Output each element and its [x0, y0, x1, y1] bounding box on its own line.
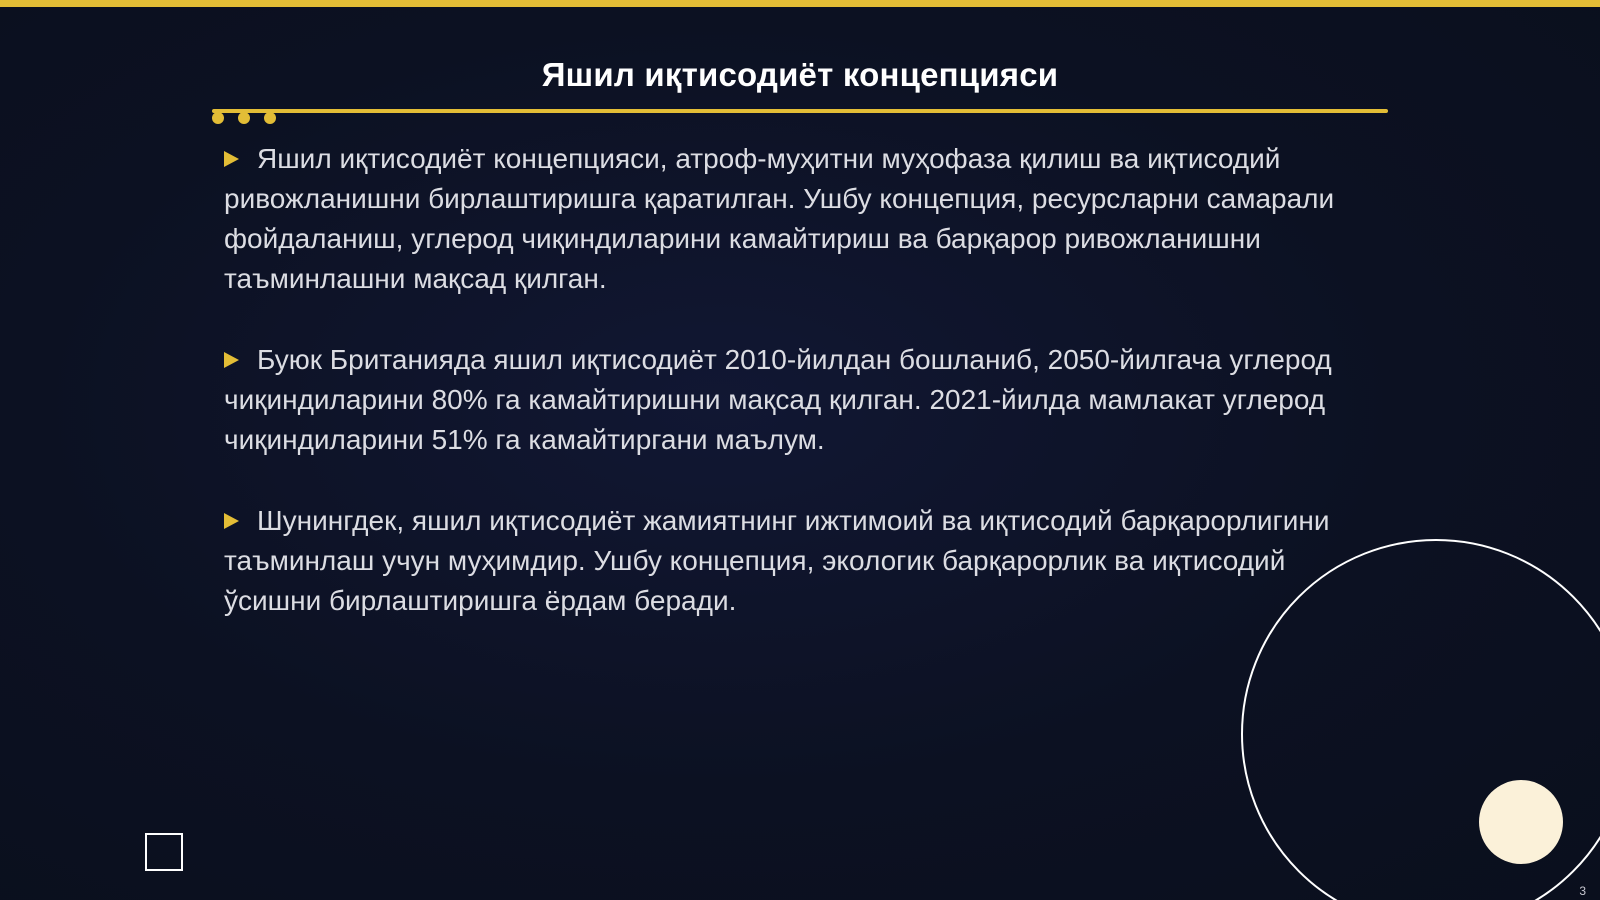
bullet-item	[224, 139, 1384, 299]
top-accent-bar	[0, 0, 1600, 7]
bullet-text: Буюк Британияда яшил иқтисодиёт 2010-йилдан бошланиб, 2050-йилгача углерод чиқиндиларини 80% га камайтиришни мақсад қилган. 2021-йилда мамлакат углерод чиқиндиларини 51% га камайтиргани маълум.	[224, 344, 1332, 455]
bullet-text: Шунингдек, яшил иқтисодиёт жамиятнинг ижтимоий ва иқтисодий барқарорлигини таъминлаш учун муҳимдир. Ушбу концепция, экологик барқарорлик ва иқтисодий ўсишни бирлаштиришга ёрдам беради.	[224, 505, 1330, 616]
decorative-dot	[264, 112, 276, 124]
triangle-bullet-icon	[224, 513, 239, 529]
bullet-list	[224, 139, 1384, 662]
slide-title: Яшил иқтисодиёт концепцияси	[541, 56, 1059, 93]
triangle-bullet-icon	[224, 352, 239, 368]
bullet-item	[224, 501, 1384, 621]
decorative-square	[145, 833, 183, 871]
triangle-bullet-icon	[224, 151, 239, 167]
title-underline	[212, 109, 1388, 113]
page-number: 3	[1579, 884, 1586, 898]
decorative-circle-filled	[1479, 780, 1563, 864]
decorative-dot	[212, 112, 224, 124]
bullet-item	[224, 340, 1384, 460]
decorative-dot	[238, 112, 250, 124]
bullet-text: Яшил иқтисодиёт концепцияси, атроф-муҳитни муҳофаза қилиш ва иқтисодий ривожланишни бирлаштиришга қаратилган. Ушбу концепция, ресурсларни самарали фойдаланиш, углерод чиқиндиларини камайтириш ва барқарор ривожланишни таъминлашни мақсад қилган.	[224, 143, 1335, 294]
